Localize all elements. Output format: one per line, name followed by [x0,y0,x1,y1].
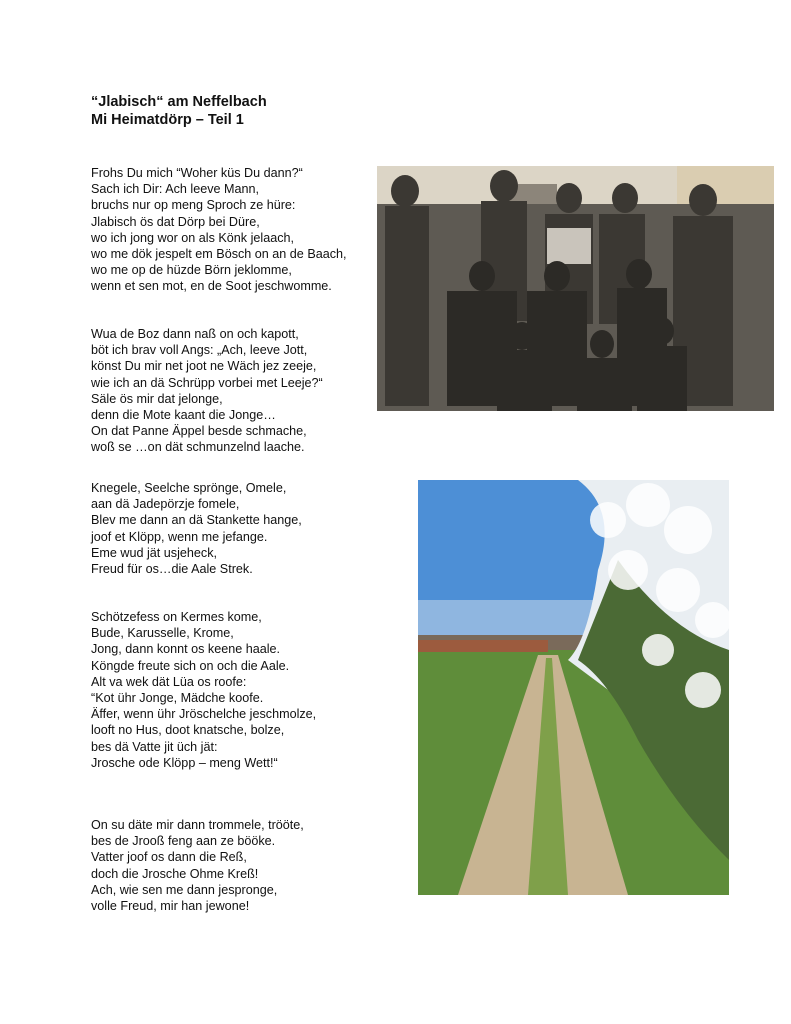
poem-line: Ach, wie sen me dann jespronge, [91,882,278,897]
poem-line: Knegele, Seelche sprönge, Omele, [91,481,287,495]
poem-line: denn die Mote kaant die Jonge… [91,408,276,423]
poem-line: wo me dök jespelt em Bösch on an de Baach, [91,247,347,262]
poem-line: Alt va wek dät Lüa os roofe: [91,674,247,689]
poem-line: wenn et sen mot, en de Soot jeschwomme. [91,279,332,294]
poem-line: wo me op de hüzde Börn jeklomme, [91,263,292,278]
poem-line: könst Du mir net joot ne Wäch jez zeeje, [91,359,317,374]
poem-line: wie ich an dä Schrüpp vorbei met Leeje?“ [91,375,323,390]
poem-line: looft no Hus, doot knatsche, bolze, [91,723,285,738]
poem-line: aan dä Jadepörzje fomele, [91,497,240,512]
poem-line: Äffer, wenn ühr Jröschelche jeschmolze, [91,707,317,722]
poem-line: Sach ich Dir: Ach leeve Mann, [91,182,259,197]
poem-line: On dat Panne Äppel besde schmache, [91,424,307,439]
poem-line: Jong, dann konnt os keene haale. [91,642,281,657]
poem-line: bes dä Vatte jit üch jät: [91,739,218,754]
poem-line: Säle ös mir dat jelonge, [91,391,223,406]
title-line-2: Mi Heimatdörp – Teil 1 [91,112,244,128]
poem-line: Frohs Du mich “Woher küs Du dann?“ [91,166,303,180]
group-photo-boys [377,166,774,411]
stanza-5 [91,817,304,914]
poem-line: böt ich brav voll Angs: „Ach, leeve Jott, [91,343,308,358]
poem-line: On su däte mir dann trommele, trööte, [91,818,304,832]
poem-line: Jrosche ode Klöpp – meng Wett!“ [91,755,278,770]
poem-line: joof et Klöpp, wenn me jefange. [91,529,268,544]
title-line-1: “Jlabisch“ am Neffelbach [91,94,267,110]
poem-line: bes de Jrooß feng aan ze bööke. [91,834,276,849]
poem-line: doch die Jrosche Ohme Kreß! [91,866,259,881]
poem-line: Wua de Boz dann naß on och kapott, [91,327,299,341]
poem-line: Blev me dann an dä Stankette hange, [91,513,302,528]
poem-line: bruchs nur op meng Sproch ze hüre: [91,198,296,213]
poem-line: Freud für os…die Aale Strek. [91,562,253,577]
poem-line: Köngde freute sich on och die Aale. [91,658,290,673]
poem-line: Schötzefess on Kermes kome, [91,610,262,624]
poem-line: Vatter joof os dann die Reß, [91,850,247,865]
stanza-4 [91,609,316,771]
poem-line: Eme wud jät usjeheck, [91,545,217,560]
stanza-3 [91,480,302,577]
country-path-photo [418,480,729,895]
poem-line: volle Freud, mir han jewone! [91,899,250,914]
poem-line: wo ich jong wor on als Könk jelaach, [91,230,295,245]
poem-line: woß se …on dät schmunzelnd laache. [91,440,305,455]
stanza-2 [91,326,323,456]
page-title [91,93,267,129]
poem-line: Jlabisch ös dat Dörp bei Düre, [91,214,260,229]
stanza-1 [91,165,347,295]
poem-line: “Kot ühr Jonge, Mädche koofe. [91,691,264,706]
poem-line: Bude, Karusselle, Krome, [91,626,234,641]
